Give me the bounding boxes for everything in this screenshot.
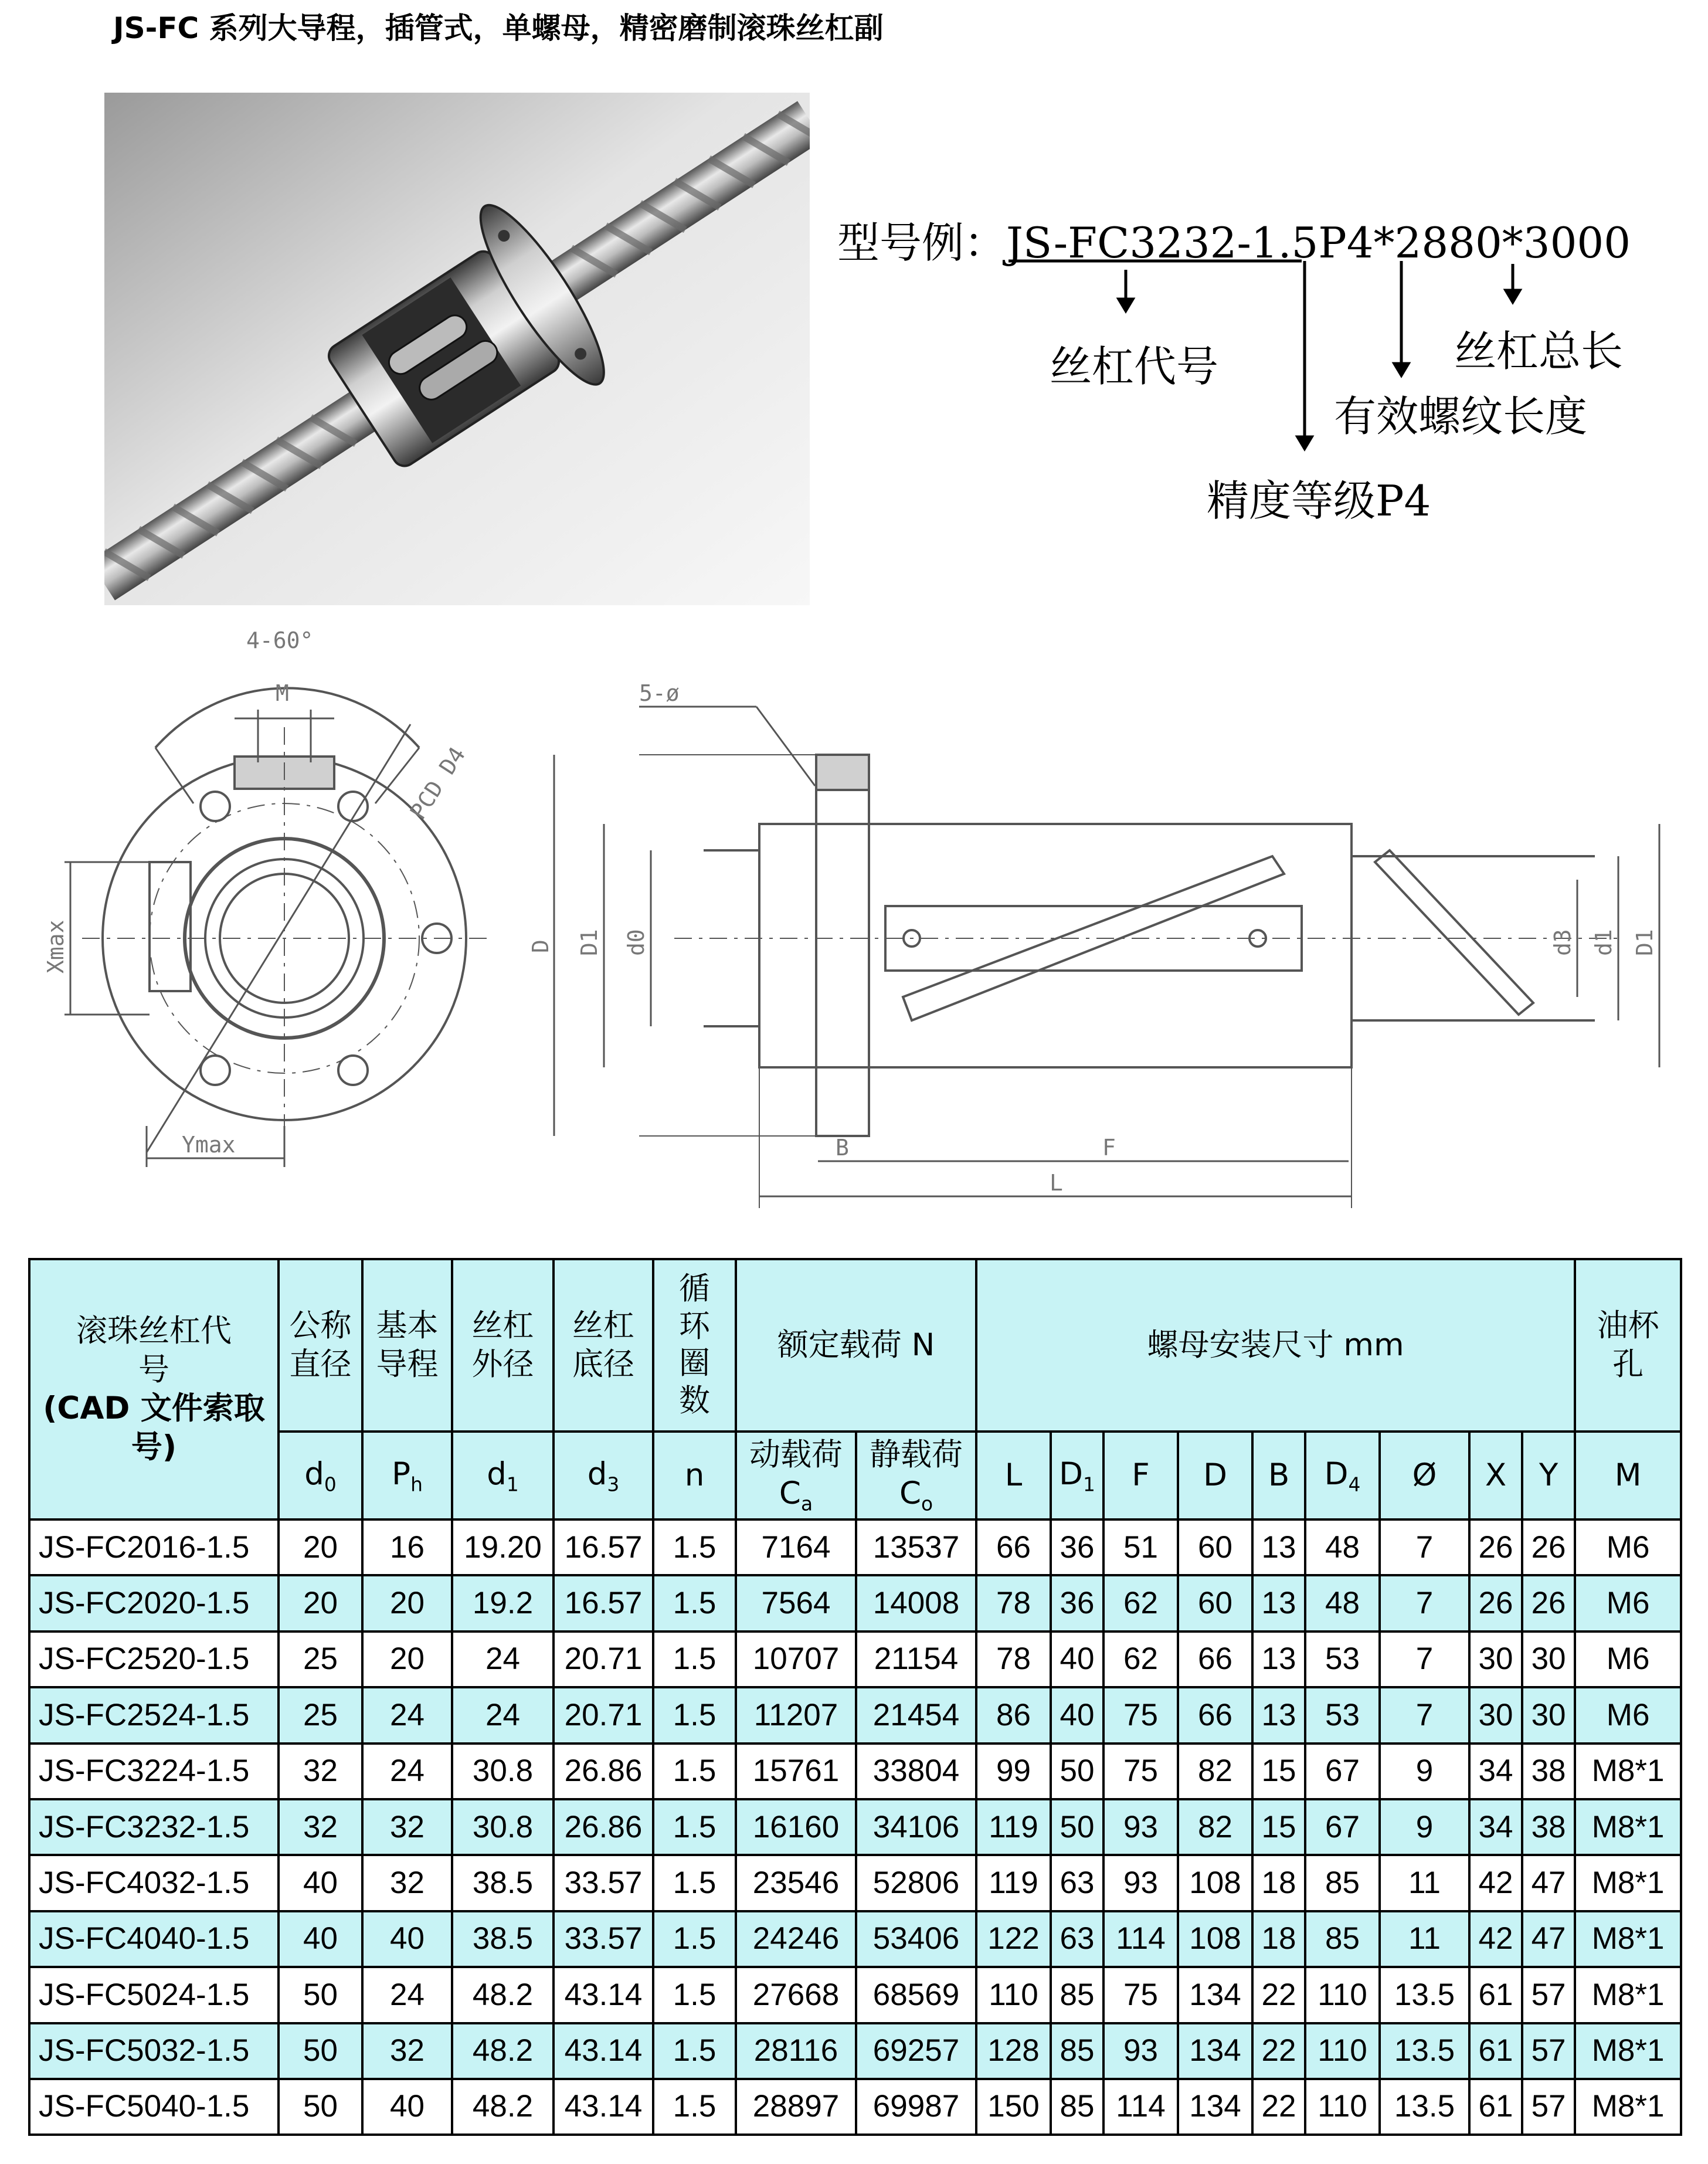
table-cell: 75 <box>1103 1967 1178 2023</box>
table-cell: 93 <box>1103 2023 1178 2079</box>
table-cell: 122 <box>976 1911 1051 1967</box>
sym-F: F <box>1103 1432 1178 1519</box>
table-cell: 38 <box>1522 1744 1575 1799</box>
table-cell: 110 <box>1305 2023 1380 2079</box>
table-cell: 85 <box>1305 1855 1380 1911</box>
table-row <box>29 1687 1681 1743</box>
model-example-code: JS-FC3232-1.5P4*2880*3000 <box>1006 218 1631 267</box>
cell-code: JS-FC5032-1.5 <box>29 2023 279 2079</box>
table-cell: 78 <box>976 1632 1051 1687</box>
table-cell: 60 <box>1178 1519 1252 1575</box>
table-cell: 61 <box>1469 2023 1522 2079</box>
table-cell: 38.5 <box>452 1855 554 1911</box>
label-D1-right: D1 <box>1632 929 1658 956</box>
table-cell: 19.2 <box>452 1575 554 1631</box>
table-cell: 13 <box>1252 1632 1305 1687</box>
sym-phi: Ø <box>1380 1432 1469 1519</box>
table-row <box>29 2079 1681 2135</box>
table-cell: 22 <box>1252 2079 1305 2135</box>
table-cell: 21454 <box>856 1687 976 1743</box>
label-D1: D1 <box>576 929 602 956</box>
table-cell: 11 <box>1380 1911 1469 1967</box>
cell-code: JS-FC2016-1.5 <box>29 1519 279 1575</box>
table-cell: 85 <box>1305 1911 1380 1967</box>
table-cell: 7 <box>1380 1575 1469 1631</box>
table-cell: 24 <box>362 1744 452 1799</box>
sym-B: B <box>1252 1432 1305 1519</box>
table-cell: 36 <box>1051 1575 1103 1631</box>
table-cell: 13.5 <box>1380 2079 1469 2135</box>
table-cell: 30 <box>1522 1687 1575 1743</box>
table-cell: 51 <box>1103 1519 1178 1575</box>
table-row <box>29 2023 1681 2079</box>
table-cell: 86 <box>976 1687 1051 1743</box>
sym-d3: $d_3$ <box>554 1432 653 1519</box>
label-total-length: 丝杠总长 <box>1454 327 1624 376</box>
label-effective-length: 有效螺纹长度 <box>1334 392 1588 441</box>
technical-drawing <box>0 616 1708 1226</box>
table-cell: 16.57 <box>554 1519 653 1575</box>
table-cell: M8*1 <box>1575 1967 1681 2023</box>
table-cell: M8*1 <box>1575 1911 1681 1967</box>
table-cell: 28116 <box>736 2023 856 2079</box>
table-cell: M6 <box>1575 1632 1681 1687</box>
table-cell: 85 <box>1051 2023 1103 2079</box>
table-cell: M8*1 <box>1575 1855 1681 1911</box>
table-cell: 24246 <box>736 1911 856 1967</box>
table-cell: 15 <box>1252 1744 1305 1799</box>
cell-code: JS-FC5040-1.5 <box>29 2079 279 2135</box>
table-cell: 75 <box>1103 1687 1178 1743</box>
sym-ca: 动载荷 $C_a$ <box>736 1432 856 1519</box>
table-cell: 50 <box>279 2079 362 2135</box>
front-view <box>64 688 487 1167</box>
sym-Y: Y <box>1522 1432 1575 1519</box>
header-row-1 <box>29 1259 1681 1432</box>
cell-code: JS-FC3232-1.5 <box>29 1799 279 1855</box>
table-cell: 48.2 <box>452 2079 554 2135</box>
header-nominal: 公称直径 <box>279 1259 362 1432</box>
table-cell: 1.5 <box>653 2023 736 2079</box>
table-cell: 60 <box>1178 1575 1252 1631</box>
table-cell: 20 <box>362 1575 452 1631</box>
table-cell: 108 <box>1178 1855 1252 1911</box>
table-cell: 40 <box>279 1855 362 1911</box>
table-cell: 13 <box>1252 1519 1305 1575</box>
table-cell: 34 <box>1469 1744 1522 1799</box>
cell-code: JS-FC4032-1.5 <box>29 1855 279 1911</box>
table-cell: 61 <box>1469 2079 1522 2135</box>
table-cell: 1.5 <box>653 1687 736 1743</box>
table-cell: 36 <box>1051 1519 1103 1575</box>
table-cell: 24 <box>452 1632 554 1687</box>
table-cell: 16160 <box>736 1799 856 1855</box>
table-cell: 30 <box>1469 1687 1522 1743</box>
table-cell: 62 <box>1103 1575 1178 1631</box>
table-cell: 42 <box>1469 1911 1522 1967</box>
table-cell: 22 <box>1252 1967 1305 2023</box>
table-cell: 26 <box>1522 1519 1575 1575</box>
header-root: 丝杠底径 <box>554 1259 653 1432</box>
table-cell: 30 <box>1522 1632 1575 1687</box>
table-cell: 110 <box>1305 1967 1380 2023</box>
table-cell: 53406 <box>856 1911 976 1967</box>
table-row <box>29 1519 1681 1575</box>
table-cell: 32 <box>279 1744 362 1799</box>
label-screw-code: 丝杠代号 <box>1050 342 1219 391</box>
table-cell: 110 <box>976 1967 1051 2023</box>
table-cell: 134 <box>1178 2023 1252 2079</box>
table-cell: 23546 <box>736 1855 856 1911</box>
table-cell: 108 <box>1178 1911 1252 1967</box>
table-cell: 26 <box>1469 1519 1522 1575</box>
label-precision: 精度等级P4 <box>1207 476 1431 525</box>
label-d1: d1 <box>1591 929 1617 956</box>
table-cell: 82 <box>1178 1744 1252 1799</box>
table-cell: 1.5 <box>653 1519 736 1575</box>
table-cell: 50 <box>279 2023 362 2079</box>
table-cell: M6 <box>1575 1687 1681 1743</box>
table-row <box>29 1744 1681 1799</box>
table-cell: 66 <box>976 1519 1051 1575</box>
table-cell: 110 <box>1305 2079 1380 2135</box>
table-cell: 32 <box>362 2023 452 2079</box>
table-cell: 38.5 <box>452 1911 554 1967</box>
table-cell: 150 <box>976 2079 1051 2135</box>
table-cell: 33.57 <box>554 1911 653 1967</box>
label-hole: 5-ø <box>639 680 680 706</box>
table-cell: 57 <box>1522 1967 1575 2023</box>
table-cell: 9 <box>1380 1744 1469 1799</box>
table-cell: 34 <box>1469 1799 1522 1855</box>
table-cell: 18 <box>1252 1855 1305 1911</box>
table-cell: 38 <box>1522 1799 1575 1855</box>
table-cell: 61 <box>1469 1967 1522 2023</box>
table-cell: M8*1 <box>1575 2079 1681 2135</box>
table-cell: 99 <box>976 1744 1051 1799</box>
table-cell: 7 <box>1380 1687 1469 1743</box>
table-cell: 7 <box>1380 1632 1469 1687</box>
table-cell: 10707 <box>736 1632 856 1687</box>
table-cell: 67 <box>1305 1744 1380 1799</box>
table-row <box>29 1575 1681 1631</box>
table-cell: 85 <box>1051 2079 1103 2135</box>
table-cell: 1.5 <box>653 1632 736 1687</box>
sym-X: X <box>1469 1432 1522 1519</box>
table-cell: 114 <box>1103 2079 1178 2135</box>
table-cell: 134 <box>1178 2079 1252 2135</box>
cell-code: JS-FC4040-1.5 <box>29 1911 279 1967</box>
header-oil: 油杯孔 <box>1575 1259 1681 1432</box>
table-cell: 78 <box>976 1575 1051 1631</box>
table-cell: 20 <box>279 1519 362 1575</box>
header-lead: 基本导程 <box>362 1259 452 1432</box>
table-cell: 7 <box>1380 1519 1469 1575</box>
table-cell: 47 <box>1522 1911 1575 1967</box>
table-cell: 53 <box>1305 1687 1380 1743</box>
table-cell: 16.57 <box>554 1575 653 1631</box>
table-cell: 93 <box>1103 1855 1178 1911</box>
spec-table <box>28 1258 1682 2136</box>
table-cell: 40 <box>362 2079 452 2135</box>
table-cell: 48.2 <box>452 2023 554 2079</box>
table-cell: 75 <box>1103 1744 1178 1799</box>
table-cell: 114 <box>1103 1911 1178 1967</box>
table-cell: 33804 <box>856 1744 976 1799</box>
sym-D1: $D_1$ <box>1051 1432 1103 1519</box>
sym-n: n <box>653 1432 736 1519</box>
table-cell: 40 <box>1051 1632 1103 1687</box>
table-cell: 9 <box>1380 1799 1469 1855</box>
table-cell: 43.14 <box>554 2079 653 2135</box>
cell-code: JS-FC5024-1.5 <box>29 1967 279 2023</box>
table-cell: 7564 <box>736 1575 856 1631</box>
table-cell: 1.5 <box>653 1799 736 1855</box>
table-cell: 16 <box>362 1519 452 1575</box>
table-cell: 15 <box>1252 1799 1305 1855</box>
table-cell: 66 <box>1178 1632 1252 1687</box>
table-cell: 24 <box>362 1687 452 1743</box>
table-cell: 11207 <box>736 1687 856 1743</box>
table-cell: 69257 <box>856 2023 976 2079</box>
table-cell: 57 <box>1522 2023 1575 2079</box>
sym-co: 静载荷 $C_o$ <box>856 1432 976 1519</box>
header-load: 额定载荷 N <box>736 1259 976 1432</box>
cell-code: JS-FC3224-1.5 <box>29 1744 279 1799</box>
table-cell: 13537 <box>856 1519 976 1575</box>
table-cell: M8*1 <box>1575 1744 1681 1799</box>
table-cell: 43.14 <box>554 1967 653 2023</box>
table-cell: 68569 <box>856 1967 976 2023</box>
table-cell: 48 <box>1305 1575 1380 1631</box>
table-cell: 15761 <box>736 1744 856 1799</box>
label-F: F <box>1102 1135 1116 1161</box>
table-cell: 26.86 <box>554 1744 653 1799</box>
table-cell: 93 <box>1103 1799 1178 1855</box>
table-cell: 20 <box>362 1632 452 1687</box>
table-cell: 69987 <box>856 2079 976 2135</box>
table-cell: 13.5 <box>1380 1967 1469 2023</box>
label-pcd: PCD D4 <box>405 742 471 824</box>
table-cell: M8*1 <box>1575 1799 1681 1855</box>
label-L: L <box>1050 1170 1063 1196</box>
table-cell: 26 <box>1469 1575 1522 1631</box>
header-outer: 丝杠外径 <box>452 1259 554 1432</box>
table-row <box>29 1855 1681 1911</box>
table-cell: 30.8 <box>452 1744 554 1799</box>
table-cell: 26 <box>1522 1575 1575 1631</box>
table-cell: 13 <box>1252 1687 1305 1743</box>
table-cell: 48 <box>1305 1519 1380 1575</box>
table-cell: 1.5 <box>653 2079 736 2135</box>
table-cell: 63 <box>1051 1855 1103 1911</box>
table-cell: 13 <box>1252 1575 1305 1631</box>
table-cell: 119 <box>976 1799 1051 1855</box>
table-cell: 11 <box>1380 1855 1469 1911</box>
table-cell: 25 <box>279 1687 362 1743</box>
table-cell: 28897 <box>736 2079 856 2135</box>
label-angle: 4-60° <box>246 628 314 653</box>
cell-code: JS-FC2020-1.5 <box>29 1575 279 1631</box>
table-cell: 52806 <box>856 1855 976 1911</box>
table-cell: 40 <box>279 1911 362 1967</box>
table-cell: 1.5 <box>653 1744 736 1799</box>
table-cell: 53 <box>1305 1632 1380 1687</box>
table-cell: 24 <box>362 1967 452 2023</box>
table-cell: 26.86 <box>554 1799 653 1855</box>
table-cell: 47 <box>1522 1855 1575 1911</box>
sym-d1: $d_1$ <box>452 1432 554 1519</box>
table-cell: 27668 <box>736 1967 856 2023</box>
label-D: D <box>528 939 554 953</box>
header-code: 滚珠丝杠代号 (CAD 文件索取号) <box>29 1259 279 1519</box>
table-cell: 50 <box>1051 1744 1103 1799</box>
label-B: B <box>836 1135 849 1161</box>
model-example-prefix: 型号例： <box>837 218 1007 267</box>
label-xmax: Xmax <box>43 920 69 974</box>
table-cell: 7164 <box>736 1519 856 1575</box>
header-circuits: 循环圈数 <box>653 1259 736 1432</box>
table-row <box>29 1632 1681 1687</box>
product-photo <box>104 93 810 605</box>
table-cell: 43.14 <box>554 2023 653 2079</box>
table-cell: 24 <box>452 1687 554 1743</box>
table-cell: M6 <box>1575 1575 1681 1631</box>
table-cell: 32 <box>362 1799 452 1855</box>
table-cell: 32 <box>362 1855 452 1911</box>
label-ymax: Ymax <box>182 1132 236 1158</box>
table-cell: 82 <box>1178 1799 1252 1855</box>
table-cell: 57 <box>1522 2079 1575 2135</box>
sym-ph: $P_h$ <box>362 1432 452 1519</box>
label-m: M <box>276 680 289 706</box>
table-cell: 40 <box>1051 1687 1103 1743</box>
table-cell: 33.57 <box>554 1855 653 1911</box>
table-cell: 67 <box>1305 1799 1380 1855</box>
table-row <box>29 1799 1681 1855</box>
table-cell: 128 <box>976 2023 1051 2079</box>
table-cell: 30.8 <box>452 1799 554 1855</box>
table-cell: 20.71 <box>554 1632 653 1687</box>
table-cell: 62 <box>1103 1632 1178 1687</box>
table-cell: 50 <box>1051 1799 1103 1855</box>
cell-code: JS-FC2520-1.5 <box>29 1632 279 1687</box>
side-view <box>554 707 1659 1208</box>
table-cell: M6 <box>1575 1519 1681 1575</box>
table-cell: 119 <box>976 1855 1051 1911</box>
table-row <box>29 1967 1681 2023</box>
table-cell: 1.5 <box>653 1855 736 1911</box>
table-cell: 48.2 <box>452 1967 554 2023</box>
table-cell: 85 <box>1051 1967 1103 2023</box>
table-cell: 66 <box>1178 1687 1252 1743</box>
table-cell: 63 <box>1051 1911 1103 1967</box>
sym-D: D <box>1178 1432 1252 1519</box>
table-cell: 19.20 <box>452 1519 554 1575</box>
table-cell: 1.5 <box>653 1911 736 1967</box>
table-cell: 1.5 <box>653 1575 736 1631</box>
table-cell: 32 <box>279 1799 362 1855</box>
sym-M: M <box>1575 1432 1681 1519</box>
label-d3: d3 <box>1550 929 1575 956</box>
table-cell: 34106 <box>856 1799 976 1855</box>
header-mount: 螺母安装尺寸 mm <box>976 1259 1575 1432</box>
table-cell: 30 <box>1469 1632 1522 1687</box>
table-cell: 18 <box>1252 1911 1305 1967</box>
table-cell: 50 <box>279 1967 362 2023</box>
sym-d0: $d_0$ <box>279 1432 362 1519</box>
table-cell: 40 <box>362 1911 452 1967</box>
table-cell: 20 <box>279 1575 362 1631</box>
sym-D4: $D_4$ <box>1305 1432 1380 1519</box>
page-title: JS-FC 系列大导程，插管式，单螺母，精密磨制滚珠丝杠副 <box>113 11 884 45</box>
table-cell: 42 <box>1469 1855 1522 1911</box>
table-cell: 22 <box>1252 2023 1305 2079</box>
table-cell: 20.71 <box>554 1687 653 1743</box>
table-cell: 13.5 <box>1380 2023 1469 2079</box>
label-d0: d0 <box>623 929 649 956</box>
table-cell: M8*1 <box>1575 2023 1681 2079</box>
table-cell: 25 <box>279 1632 362 1687</box>
table-cell: 14008 <box>856 1575 976 1631</box>
table-row <box>29 1911 1681 1967</box>
table-cell: 134 <box>1178 1967 1252 2023</box>
table-cell: 1.5 <box>653 1967 736 2023</box>
cell-code: JS-FC2524-1.5 <box>29 1687 279 1743</box>
table-cell: 21154 <box>856 1632 976 1687</box>
sym-L: L <box>976 1432 1051 1519</box>
